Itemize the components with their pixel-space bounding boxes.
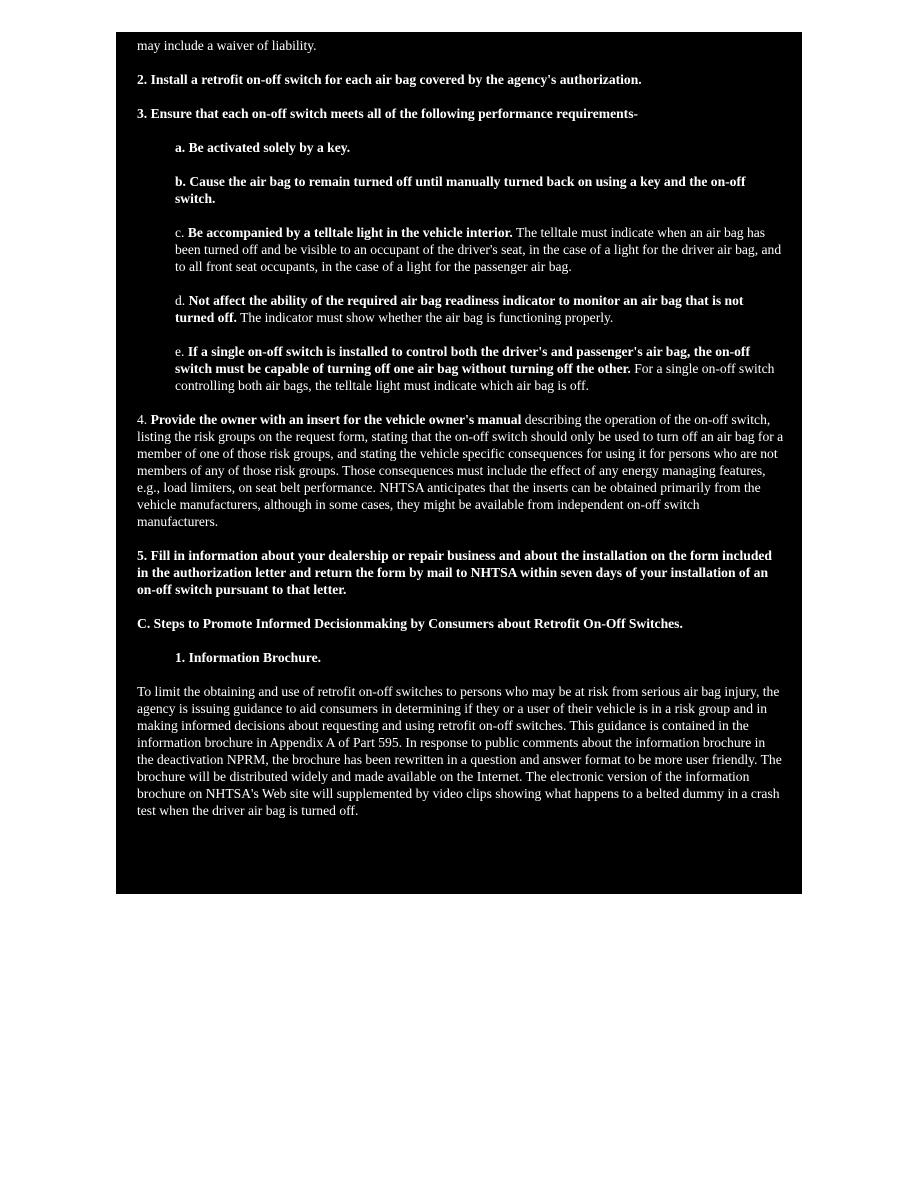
requirement-d-text: The indicator must show whether the air bag is functioning properly. [236, 310, 614, 325]
section-c-heading-bold: C. Steps to Promote Informed Decisionmaking by Consumers about Retrofit On-Off Switches. [137, 616, 683, 631]
step-5 [137, 547, 784, 598]
requirement-e [175, 343, 784, 394]
requirement-c-text: The telltale must indicate when an air bag has been turned off and be visible to an occupant of the driver's seat, in the case of a light for the driver air bag, and to all front seat occupants, in the case of a light for the passenger air bag. [175, 225, 782, 274]
requirement-b [175, 173, 784, 207]
step-4-lead: 4. [137, 412, 151, 427]
requirement-c-bold: Be accompanied by a telltale light in the vehicle interior. [187, 225, 513, 240]
text-panel [116, 32, 802, 894]
requirement-d-bold: Not affect the ability of the required air bag readiness indicator to monitor an air bag that is not turned off. [175, 293, 744, 325]
requirement-e-lead: e. [175, 344, 188, 359]
paragraph-continuation: may include a waiver of liability. [137, 38, 317, 53]
requirement-a [175, 139, 784, 156]
step-3 [137, 105, 784, 122]
requirement-b-bold: b. Cause the air bag to remain turned off until manually turned back on using a key and the on-off switch. [175, 174, 746, 206]
requirement-e-text: For a single on-off switch controlling both air bags, the telltale light must indicate which air bag is off. [175, 361, 775, 393]
requirement-a-bold: a. Be activated solely by a key. [175, 140, 351, 155]
step-4 [137, 411, 784, 530]
step-3-bold: 3. Ensure that each on-off switch meets all of the following performance requirements- [137, 106, 639, 121]
step-4-bold: Provide the owner with an insert for the vehicle owner's manual [150, 412, 522, 427]
subsection-1-heading-bold: 1. Information Brochure. [175, 650, 322, 665]
requirement-e-bold: If a single on-off switch is installed to control both the driver's and passenger's air bag, the on-off switch must be capable of turning off one air bag without turning off the other. [175, 344, 750, 376]
step-5-bold: 5. Fill in information about your dealership or repair business and about the installation on the form included in the authorization letter and return the form by mail to NHTSA within seven days of your installation of an on-off switch pursuant to that letter. [137, 548, 772, 597]
requirement-d-lead: d. [175, 293, 189, 308]
requirement-c [175, 224, 784, 275]
subsection-1-heading [175, 649, 784, 666]
brochure-paragraph: To limit the obtaining and use of retrofit on-off switches to persons who may be at risk from serious air bag injury, the agency is issuing guidance to aid consumers in determining if they or a user of their vehicle is in a risk group and in making informed decisions about requesting and using retrofit on-off switches. This guidance is contained in the information brochure in Appendix A of Part 595. In response to public comments about the information brochure in the deactivation NPRM, the brochure has been rewritten in a question and answer format to be more user friendly. The brochure will be distributed widely and made available on the Internet. The electronic version of the information brochure on NHTSA's Web site will supplemented by video clips showing what happens to a belted dummy in a crash test when the driver air bag is turned off. [137, 684, 782, 818]
requirement-c-lead: c. [175, 225, 188, 240]
requirement-d [175, 292, 784, 326]
step-2-bold: 2. Install a retrofit on-off switch for each air bag covered by the agency's authorization. [137, 72, 642, 87]
section-c-heading [137, 615, 784, 632]
step-4-text: describing the operation of the on-off switch, listing the risk groups on the request form, stating that the on-off switch should only be used to turn off an air bag for a member of one of those risk groups, and stating the vehicle specific consequences for using it for persons who are not members of any of those risk groups. Those consequences must include the effect of any energy managing features, e.g., load limiters, on seat belt performance. NHTSA anticipates that the inserts can be obtained primarily from the vehicle manufacturers, although in some cases, they might be available from independent on-off switch manufacturers. [137, 412, 784, 529]
step-2 [137, 71, 784, 88]
